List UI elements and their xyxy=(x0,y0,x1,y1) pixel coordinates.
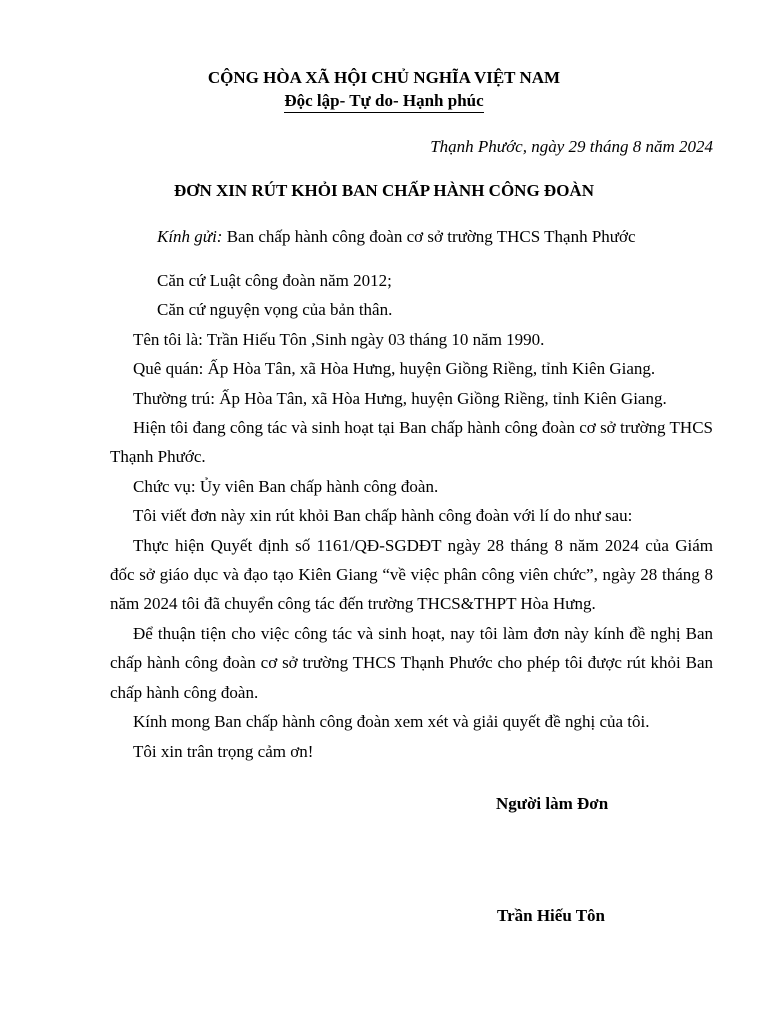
document-title: ĐƠN XIN RÚT KHỎI BAN CHẤP HÀNH CÔNG ĐOÀN xyxy=(174,181,594,200)
recipient-line xyxy=(157,226,636,248)
recipient-label: Kính gửi: xyxy=(157,227,223,246)
national-title: CỘNG HÒA XÃ HỘI CHỦ NGHĨA VIỆT NAM xyxy=(207,68,561,87)
motto-wrapper xyxy=(0,91,768,113)
paragraph-workplace: Hiện tôi đang công tác và sinh hoạt tại Ban chấp hành công đoàn cơ sở trường THCS Thạnh Phước. xyxy=(110,418,713,467)
paragraph-consideration: Kính mong Ban chấp hành công đoàn xem xét và giải quyết đề nghị của tôi. xyxy=(133,712,650,732)
signature-name: Trần Hiếu Tôn xyxy=(497,906,606,925)
place-date-line: Thạnh Phước, ngày 29 tháng 8 năm 2024 xyxy=(430,137,713,156)
recipient-text: Ban chấp hành công đoàn cơ sở trường THCS Thạnh Phước xyxy=(222,227,636,246)
paragraph-residence: Thường trú: Ấp Hòa Tân, xã Hòa Hưng, huyện Giồng Riềng, tỉnh Kiên Giang. xyxy=(133,388,667,408)
basis-law: Căn cứ Luật công đoàn năm 2012; xyxy=(157,271,392,290)
national-motto: Độc lập- Tự do- Hạnh phúc xyxy=(284,91,483,113)
paragraph-request: Để thuận tiện cho việc công tác và sinh hoạt, nay tôi làm đơn này kính đề nghị Ban chấp hành công đoàn cơ sở trường THCS Thạnh Phước cho phép tôi được rút khỏi Ban chấp hành công đoàn. xyxy=(110,623,713,702)
paragraph-hometown: Quê quán: Ấp Hòa Tân, xã Hòa Hưng, huyện Giồng Riềng, tỉnh Kiên Giang. xyxy=(133,359,656,379)
paragraph-decision: Thực hiện Quyết định số 1161/QĐ-SGDĐT ngày 28 tháng 8 năm 2024 của Giám đốc sở giáo dục và đạo tạo Kiên Giang “về việc phân công viên chức”, ngày 28 tháng 8 năm 2024 tôi đã chuyển công tác đến trường THCS&THPT Hòa Hưng. xyxy=(110,535,713,614)
signature-title: Người làm Đơn xyxy=(496,794,609,813)
paragraph-reason-intro: Tôi viết đơn này xin rút khỏi Ban chấp hành công đoàn với lí do như sau: xyxy=(133,506,633,526)
paragraph-thanks: Tôi xin trân trọng cảm ơn! xyxy=(133,741,314,761)
basis-wish: Căn cứ nguyện vọng của bản thân. xyxy=(157,300,393,320)
paragraph-position: Chức vụ: Ủy viên Ban chấp hành công đoàn. xyxy=(133,476,439,496)
paragraph-name: Tên tôi là: Trần Hiếu Tôn ,Sinh ngày 03 tháng 10 năm 1990. xyxy=(133,329,545,349)
document-body xyxy=(110,266,713,766)
